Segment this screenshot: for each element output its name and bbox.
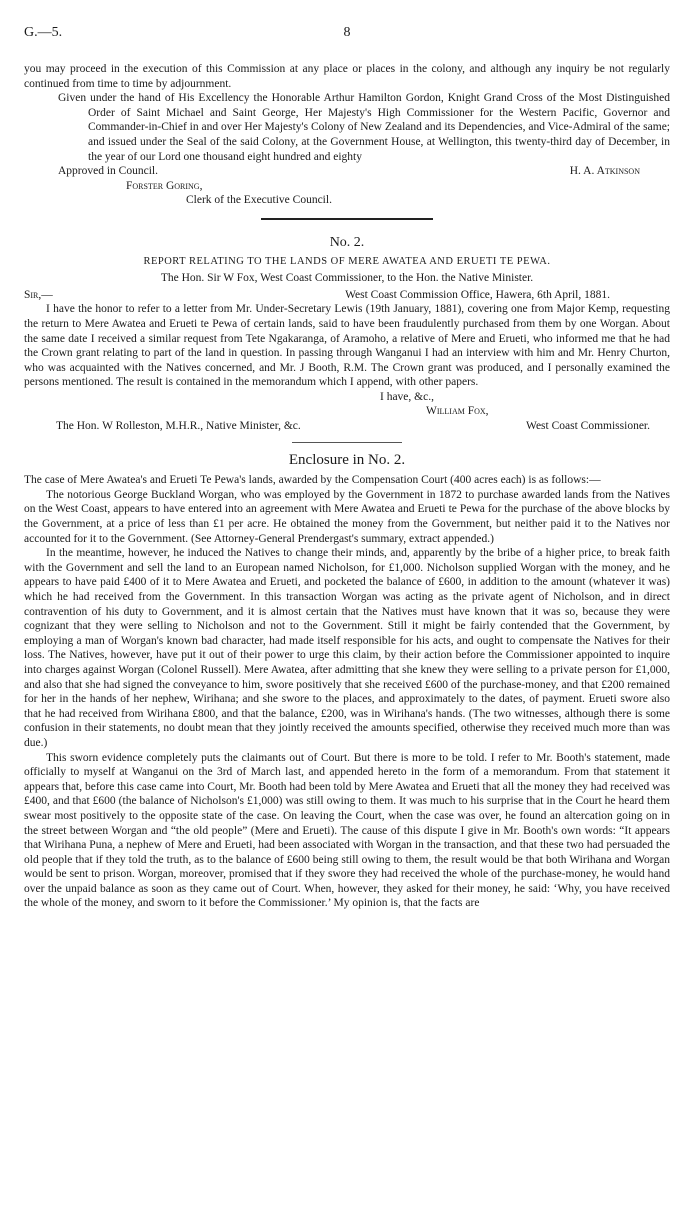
commission-paragraph: you may proceed in the execution of this Commission at any place or places in the colony, and although any inquiry be not regularly continued from time to time by adjournment. [24, 63, 670, 90]
commission-given-clause: Given under the hand of His Excellency the Honorable Arthur Hamilton Gordon, Knight Grand Cross of the Most Distinguished Order of Saint Michael and Saint George, Her Majesty's High Commissioner for the Western Pacific, Governor and Commander-in-Chief in and over Her Majesty's Colony of New Zealand and its Dependencies, and Vice-Admiral of the same; and issued under the Seal of the said Colony, at the Government House, at Wellington, this twenty-third day of December, in the year of our Lord one thousand eight hundred and eighty [58, 92, 670, 163]
letter-recipient: The Hon. W Rolleston, M.H.R., Native Minister, &c. [56, 420, 301, 433]
letter-closing: I have, &c., [380, 390, 434, 403]
enclosure-paragraph: The case of Mere Awatea's and Erueti Te Pewa's lands, awarded by the Compensation Court (400 acres each) is as follows:— [24, 474, 601, 487]
letter-address-date: West Coast Commission Office, Hawera, 6th April, 1881. [345, 288, 610, 301]
document-reference: G.—5. [24, 25, 63, 40]
enclosure-title: Enclosure in No. 2. [288, 451, 406, 468]
enclosure-paragraph: The notorious George Buckland Worgan, who was employed by the Government in 1872 to purchase awarded lands from the Natives on the West Coast, appears to have entered into an agreement with Mere Awatea and Erueti te Pewa for the purchase of the above blocks by the Government, at a price of less than £1 per acre. He obtained the money from the Government, but neither paid it to the Natives nor accounted for it to the Government. (See Attorney-General Prendergast's summary, extract appended.) [24, 488, 670, 545]
approval-line [24, 164, 670, 179]
enclosure-paragraph: In the meantime, however, he induced the Natives to change their minds, and, apparently by the bribe of a higher price, to break faith with the Government and sell the land to an European named Nicholson, for £1,000. Nicholson supplied Worgan with the money, and he appears to have paid £400 of it to Mere Awatea and Erueti, and pocketed the balance of £600, in addition to the amount (whatever it was) which he had received from the Government. In this transaction Worgan was acting as the private agent of Nicholson, and in direct contravention of his duty to Government, and it is almost certain that the Natives must have known that it was so, because they were cognizant that they were selling to Nicholson and not to the Government. Still it might be fairly contended that the Government, by employing a man of Worgan's known bad character, had made itself responsible for his acts, and ought to compensate the Natives for their loss. The Natives, however, have put it out of their power to urge this claim, by their action before the Commissioner appointed to inquire into charges against Worgan (Colonel Russell). Mere Awatea, after admitting that she knew they were selling to a private person for £1,000, and also that she had signed the conveyance to him, swore positively that she received £600 of the purchase-money, and that £200 remained for her in the hands of her nephew, Wirihana; and she swore to the places, and approximately to the dates, of payment. Erueti swore also that he had received from Wirihana £800, and that the balance, £200, was in Wirihana's hands. (The two witnesses, although there is some confusion in their statements, no doubt mean that they jointly received the amounts specified, otherwise they received much more than was due.) [24, 547, 670, 749]
signer-title: West Coast Commissioner. [526, 420, 650, 433]
letter-signature: William Fox, [426, 405, 489, 418]
letter-body: I have the honor to refer to a letter from Mr. Under-Secretary Lewis (19th January, 1881), covering one from Major Kemp, requesting the return to Mere Awatea and Erueti te Pewa of certain lands, said to have been fraudulently purchased from them by one Worgan. About the same date I received a similar request from Tete Ngakaranga, of Aramoho, a relative of Mere and Erueti, who informed me that he had the Crown grant relating to part of the land in question. In passing through Wanganui I had an interview with him and Mr. Henry Churton, who was acquainted with the Natives concerned, and Mr. J Booth, R.M. The Crown grant was produced, and I personally examined the persons mentioned. The result is contained in the memorandum which I append, with other papers. [24, 303, 670, 389]
page-number: 8 [343, 25, 351, 40]
report-title: REPORT RELATING TO THE LANDS OF MERE AWATEA AND ERUETI TE PEWA. [143, 255, 551, 267]
section-number: No. 2. [329, 234, 365, 250]
clerk-title: Clerk of the Executive Council. [186, 194, 332, 207]
clerk-name: Forster Goring, [126, 179, 203, 192]
enclosure-paragraph: This sworn evidence completely puts the claimants out of Court. But there is more to be told. I refer to Mr. Booth's statement, made officially to myself at Wanganui on the 3rd of March last, and appended hereto in the form of a memorandum. From that statement it appears that, before this case came into Court, Mr. Booth had been told by Mere Awatea and Erueti that all the money they had received was £400, and that £600 (the balance of Nicholson's £1,000) was still owing to them. It was much to his surprise that in the Court he heard them swear most positively to the opposite state of the case. On leaving the Court, when the case was over, he found an altercation going on in the street between Worgan and “the old people” (Mere and Erueti). The cause of this dispute I give in Mr. Booth's own words: “It appears that Wirihana Puna, a nephew of Mere and Erueti, had been associated with Worgan in the transaction, and that these two had persuaded the old people that if they told the truth, as to the balance of £600 being still owing to them, the result would be that both Wirihana and Worgan would be sent to prison. Worgan, moreover, promised that if they swore they had received the whole of the purchase-money, he would hand over the unpaid balance as soon as they came out of Court. When, however, they asked for their money, he said: ‘Why, you have received the whole of the money, and sworn to it before the Commissioner.’ My opinion is, that the facts are [24, 751, 670, 910]
letter-from-to: The Hon. Sir W Fox, West Coast Commissioner, to the Hon. the Native Minister. [160, 272, 534, 285]
letter-heading [24, 288, 670, 303]
approved-in-council: Approved in Council. [58, 165, 158, 178]
page-body [24, 62, 670, 911]
salutation: Sir,— [24, 288, 53, 301]
enclosure-divider [292, 442, 402, 443]
premier-signature: H. A. Atkinson [569, 165, 640, 178]
section-divider [261, 218, 433, 220]
letter-footer [24, 419, 670, 434]
